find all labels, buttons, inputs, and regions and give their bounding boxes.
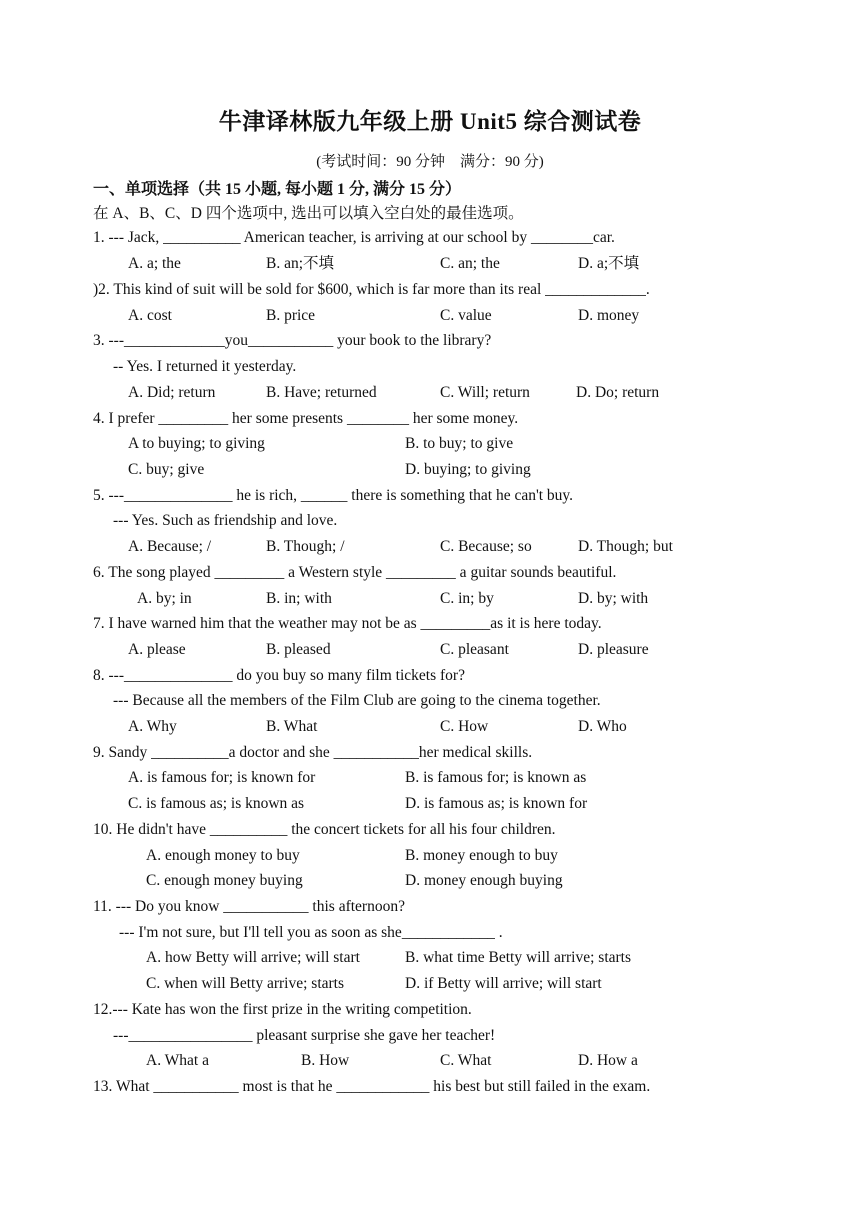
q8-option-a: A. Why bbox=[128, 718, 177, 735]
q4-option-c: C. buy; give bbox=[128, 461, 205, 478]
q6-option-d: D. by; with bbox=[578, 590, 649, 607]
question-3: 3. ---_____________you___________ your book to the library? bbox=[93, 332, 492, 349]
q7-option-d: D. pleasure bbox=[578, 641, 649, 658]
q5-dialogue: --- Yes. Such as friendship and love. bbox=[113, 512, 338, 529]
q8-dialogue: --- Because all the members of the Film Club are going to the cinema together. bbox=[113, 692, 601, 709]
question-9: 9. Sandy __________a doctor and she ___________her medical skills. bbox=[93, 744, 533, 761]
q1-option-b: B. an;不填 bbox=[266, 255, 335, 272]
question-6: 6. The song played _________ a Western style _________ a guitar sounds beautiful. bbox=[93, 564, 617, 581]
q11-dialogue: --- I'm not sure, but I'll tell you as soon as she____________ . bbox=[119, 924, 503, 941]
q5-option-c: C. Because; so bbox=[440, 538, 532, 555]
q11-option-d: D. if Betty will arrive; will start bbox=[405, 975, 602, 992]
q3-dialogue: -- Yes. I returned it yesterday. bbox=[113, 358, 297, 375]
question-12: 12.--- Kate has won the first prize in the writing competition. bbox=[93, 1001, 472, 1018]
q10-option-b: B. money enough to buy bbox=[405, 847, 558, 864]
q3-option-c: C. Will; return bbox=[440, 384, 530, 401]
q12-dialogue: ---________________ pleasant surprise she gave her teacher! bbox=[113, 1027, 496, 1044]
question-13: 13. What ___________ most is that he ____________ his best but still failed in the exam. bbox=[93, 1078, 651, 1095]
question-10: 10. He didn't have __________ the concert tickets for all his four children. bbox=[93, 821, 556, 838]
q3-option-a: A. Did; return bbox=[128, 384, 216, 401]
q12-option-d: D. How a bbox=[578, 1052, 638, 1069]
q7-option-b: B. pleased bbox=[266, 641, 331, 658]
q11-option-b: B. what time Betty will arrive; starts bbox=[405, 949, 631, 966]
q2-option-b: B. price bbox=[266, 307, 316, 324]
q10-option-a: A. enough money to buy bbox=[146, 847, 300, 864]
q5-option-d: D. Though; but bbox=[578, 538, 673, 555]
question-4: 4. I prefer _________ her some presents ________ her some money. bbox=[93, 410, 519, 427]
page-title: 牛津译林版九年级上册 Unit5 综合测试卷 bbox=[218, 109, 642, 134]
q1-option-d: D. a;不填 bbox=[578, 255, 640, 272]
q4-option-b: B. to buy; to give bbox=[405, 435, 514, 452]
q7-option-a: A. please bbox=[128, 641, 186, 658]
q2-option-a: A. cost bbox=[128, 307, 172, 324]
q6-option-b: B. in; with bbox=[266, 590, 332, 607]
q1-option-c: C. an; the bbox=[440, 255, 500, 272]
q9-option-d: D. is famous as; is known for bbox=[405, 795, 588, 812]
q9-option-a: A. is famous for; is known for bbox=[128, 769, 316, 786]
section-heading: 一、单项选择（共 15 小题, 每小题 1 分, 满分 15 分） bbox=[93, 181, 462, 198]
q10-option-c: C. enough money buying bbox=[146, 872, 303, 889]
question-8: 8. ---______________ do you buy so many film tickets for? bbox=[93, 667, 465, 684]
section-instruction: 在 A、B、C、D 四个选项中, 选出可以填入空白处的最佳选项。 bbox=[93, 205, 524, 222]
q2-option-d: D. money bbox=[578, 307, 640, 324]
q6-option-a: A. by; in bbox=[137, 590, 192, 607]
q12-option-a: A. What a bbox=[146, 1052, 209, 1069]
q8-option-c: C. How bbox=[440, 718, 489, 735]
q9-option-c: C. is famous as; is known as bbox=[128, 795, 305, 812]
q3-option-b: B. Have; returned bbox=[266, 384, 377, 401]
exam-info: (考试时间：90 分钟 满分：90 分) bbox=[316, 154, 544, 170]
question-1: 1. --- Jack, __________ American teacher, is arriving at our school by ________car. bbox=[93, 229, 615, 246]
q6-option-c: C. in; by bbox=[440, 590, 494, 607]
q11-option-a: A. how Betty will arrive; will start bbox=[146, 949, 360, 966]
question-5: 5. ---______________ he is rich, ______ there is something that he can't buy. bbox=[93, 487, 574, 504]
q2-option-c: C. value bbox=[440, 307, 492, 324]
q1-option-a: A. a; the bbox=[128, 255, 181, 272]
q4-option-d: D. buying; to giving bbox=[405, 461, 531, 478]
question-2: )2. This kind of suit will be sold for $600, which is far more than its real _____________. bbox=[93, 281, 650, 298]
q5-option-b: B. Though; / bbox=[266, 538, 345, 555]
question-11: 11. --- Do you know ___________ this afternoon? bbox=[93, 898, 405, 915]
q3-option-d: D. Do; return bbox=[576, 384, 660, 401]
q8-option-d: D. Who bbox=[578, 718, 627, 735]
q12-option-c: C. What bbox=[440, 1052, 492, 1069]
q10-option-d: D. money enough buying bbox=[405, 872, 563, 889]
q7-option-c: C. pleasant bbox=[440, 641, 509, 658]
question-7: 7. I have warned him that the weather may not be as _________as it is here today. bbox=[93, 615, 602, 632]
q12-option-b: B. How bbox=[301, 1052, 350, 1069]
q8-option-b: B. What bbox=[266, 718, 318, 735]
q4-option-a: A to buying; to giving bbox=[128, 435, 265, 452]
q9-option-b: B. is famous for; is known as bbox=[405, 769, 587, 786]
q11-option-c: C. when will Betty arrive; starts bbox=[146, 975, 345, 992]
q5-option-a: A. Because; / bbox=[128, 538, 212, 555]
